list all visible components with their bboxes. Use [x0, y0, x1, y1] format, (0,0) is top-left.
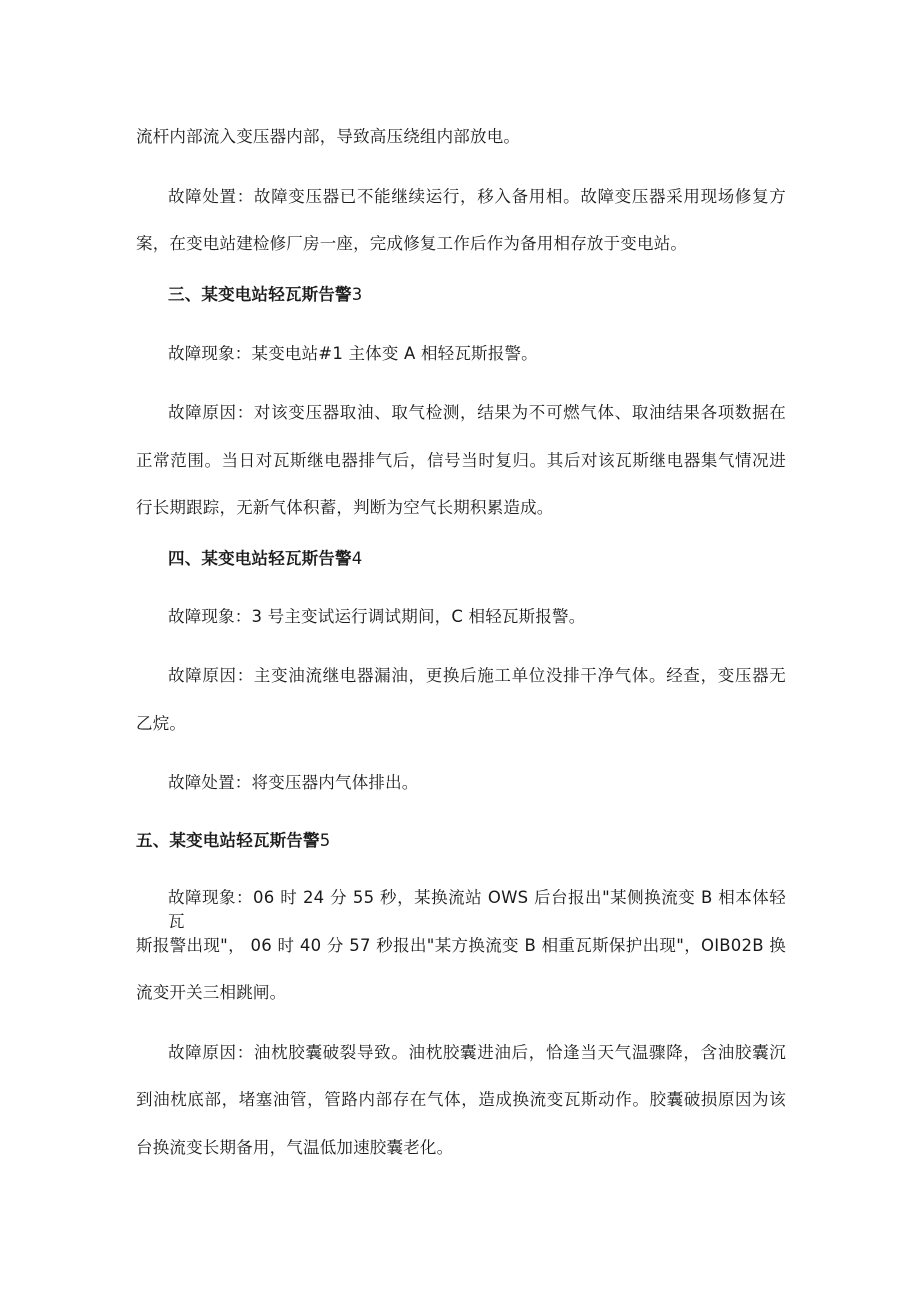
paragraph-line: 到油枕底部，堵塞油管，管路内部存在气体，造成换流变瓦斯动作。胶囊破损原因为该 [136, 1090, 786, 1109]
paragraph-line: 流杆内部流入变压器内部，导致高压绕组内部放电。 [136, 127, 521, 146]
paragraph-line: 流变开关三相跳闸。 [136, 983, 287, 1002]
heading-title: 四、某变电站轻瓦斯告警 [168, 549, 352, 568]
section-heading-5 [136, 829, 786, 853]
heading-number: 4 [351, 549, 363, 568]
heading-number: 5 [319, 831, 331, 850]
heading-number: 3 [351, 285, 363, 304]
paragraph-line: 正常范围。当日对瓦斯继电器排气后，信号当时复归。其后对该瓦斯继电器集气情况进 [136, 451, 786, 470]
section-heading-3 [168, 283, 786, 307]
paragraph-line: 乙烷。 [136, 714, 187, 733]
section-heading-4 [168, 547, 786, 571]
paragraph-line: 案，在变电站建检修厂房一座，完成修复工作后作为备用相存放于变电站。 [136, 234, 688, 253]
paragraph-line: 故障现象：06 时 24 分 55 秒，某换流站 OWS 后台报出"某侧换流变 B 相本体轻瓦 [168, 888, 786, 931]
paragraph-line: 斯报警出现"， 06 时 40 分 57 秒报出"某方换流变 B 相重瓦斯保护出现"，OIB02B 换 [136, 936, 786, 955]
paragraph-line: 故障处置：故障变压器已不能继续运行，移入备用相。故障变压器采用现场修复方 [168, 187, 786, 206]
paragraph-line: 故障原因：主变油流继电器漏油，更换后施工单位没排干净气体。经查，变压器无 [168, 666, 786, 685]
paragraph-line: 故障原因：油枕胶囊破裂导致。油枕胶囊进油后，恰逢当天气温骤降，含油胶囊沉 [168, 1043, 786, 1062]
paragraph-line: 故障原因：对该变压器取油、取气检测，结果为不可燃气体、取油结果各项数据在 [168, 403, 786, 422]
heading-title: 五、某变电站轻瓦斯告警 [136, 831, 320, 850]
paragraph-line: 故障处置：将变压器内气体排出。 [168, 773, 419, 792]
paragraph-line: 故障现象：3 号主变试运行调试期间，C 相轻瓦斯报警。 [168, 607, 586, 626]
paragraph-line: 行长期跟踪，无新气体积蓄，判断为空气长期积累造成。 [136, 498, 554, 517]
heading-title: 三、某变电站轻瓦斯告警 [168, 285, 352, 304]
paragraph-line: 台换流变长期备用，气温低加速胶囊老化。 [136, 1138, 454, 1157]
paragraph-line: 故障现象：某变电站#1 主体变 A 相轻瓦斯报警。 [168, 344, 538, 363]
